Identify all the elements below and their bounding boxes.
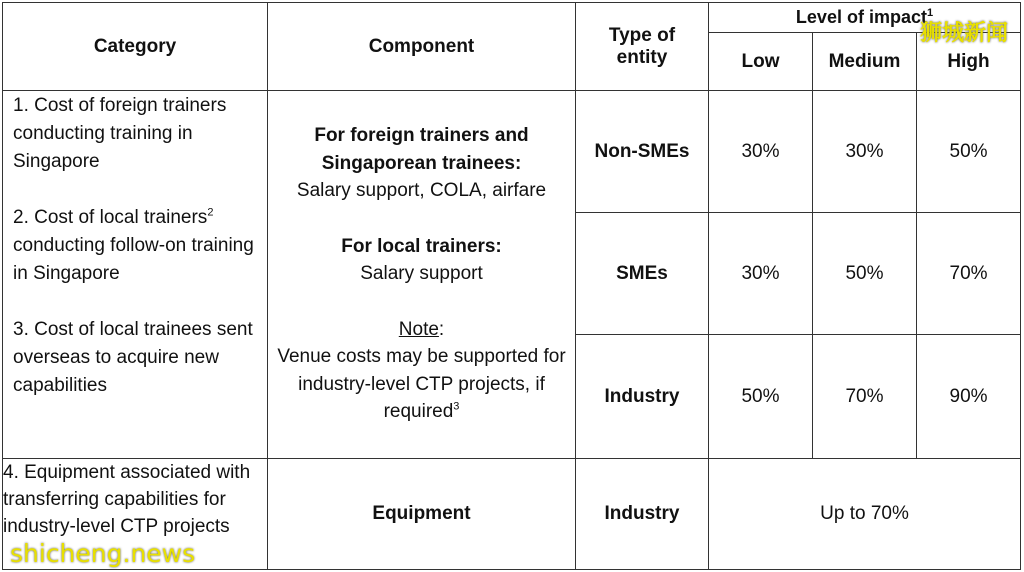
entity-cell: Industry	[576, 335, 709, 459]
component-local-title: For local trainers:	[341, 235, 502, 257]
value-low: 30%	[709, 91, 813, 213]
watermark-logo-top: 狮城新闻	[919, 21, 1008, 46]
value-medium: 30%	[813, 91, 917, 213]
component-note-block	[268, 316, 575, 426]
header-high: High	[917, 33, 1021, 91]
component-note-text	[268, 343, 575, 426]
category-cell-training	[3, 91, 268, 459]
header-entity-line2: entity	[616, 46, 668, 68]
entity-cell: Non-SMEs	[576, 91, 709, 213]
header-entity-line1: Type of	[608, 24, 676, 46]
value-medium: 70%	[813, 335, 917, 459]
component-equipment: Equipment	[268, 459, 576, 570]
category-item-4: 4. Equipment associated with transferring capabilities for industry-level CTP projects	[3, 459, 268, 570]
component-local-desc: Salary support	[360, 263, 483, 284]
category-item-2-rest: conducting follow-on training in Singapore	[13, 235, 254, 284]
header-row-1	[3, 3, 1021, 33]
header-category: Category	[3, 3, 268, 91]
note-colon: :	[438, 318, 445, 340]
value-low: 50%	[709, 335, 813, 459]
note-footnote: 3	[453, 400, 460, 413]
header-medium: Medium	[813, 33, 917, 91]
value-medium: 50%	[813, 213, 917, 335]
component-cell-training	[268, 91, 576, 459]
value-high: 90%	[917, 335, 1021, 459]
component-foreign-title: For foreign trainers and Singaporean trainees:	[314, 125, 529, 174]
header-component: Component	[268, 3, 576, 91]
header-impact-label: Level of impact	[795, 7, 927, 27]
value-high: 70%	[917, 213, 1021, 335]
note-title: Note	[398, 318, 439, 340]
component-foreign-block	[268, 122, 575, 205]
note-text: Venue costs may be supported for industry-level CTP projects, if required	[277, 346, 566, 422]
category-item-2	[3, 204, 267, 288]
funding-table	[2, 2, 1021, 570]
category-item-1: 1. Cost of foreign trainers conducting training in Singapore	[13, 95, 227, 172]
component-local-block	[268, 233, 575, 288]
component-foreign-desc: Salary support, COLA, airfare	[296, 180, 547, 201]
table-row	[3, 91, 1021, 213]
header-low: Low	[709, 33, 813, 91]
equipment-value: Up to 70%	[709, 459, 1021, 570]
category-item-3: 3. Cost of local trainees sent overseas to acquire new capabilities	[13, 319, 253, 396]
header-entity	[576, 3, 709, 91]
category-item-2-footnote: 2	[207, 206, 214, 219]
value-high: 50%	[917, 91, 1021, 213]
entity-cell: SMEs	[576, 213, 709, 335]
component-note-heading	[268, 316, 575, 344]
value-low: 30%	[709, 213, 813, 335]
watermark-logo-bottom: shicheng.news	[10, 539, 196, 568]
header-impact-footnote: 1	[926, 7, 934, 19]
entity-cell: Industry	[576, 459, 709, 570]
category-item-2-lead: 2. Cost of local trainers	[13, 207, 208, 228]
